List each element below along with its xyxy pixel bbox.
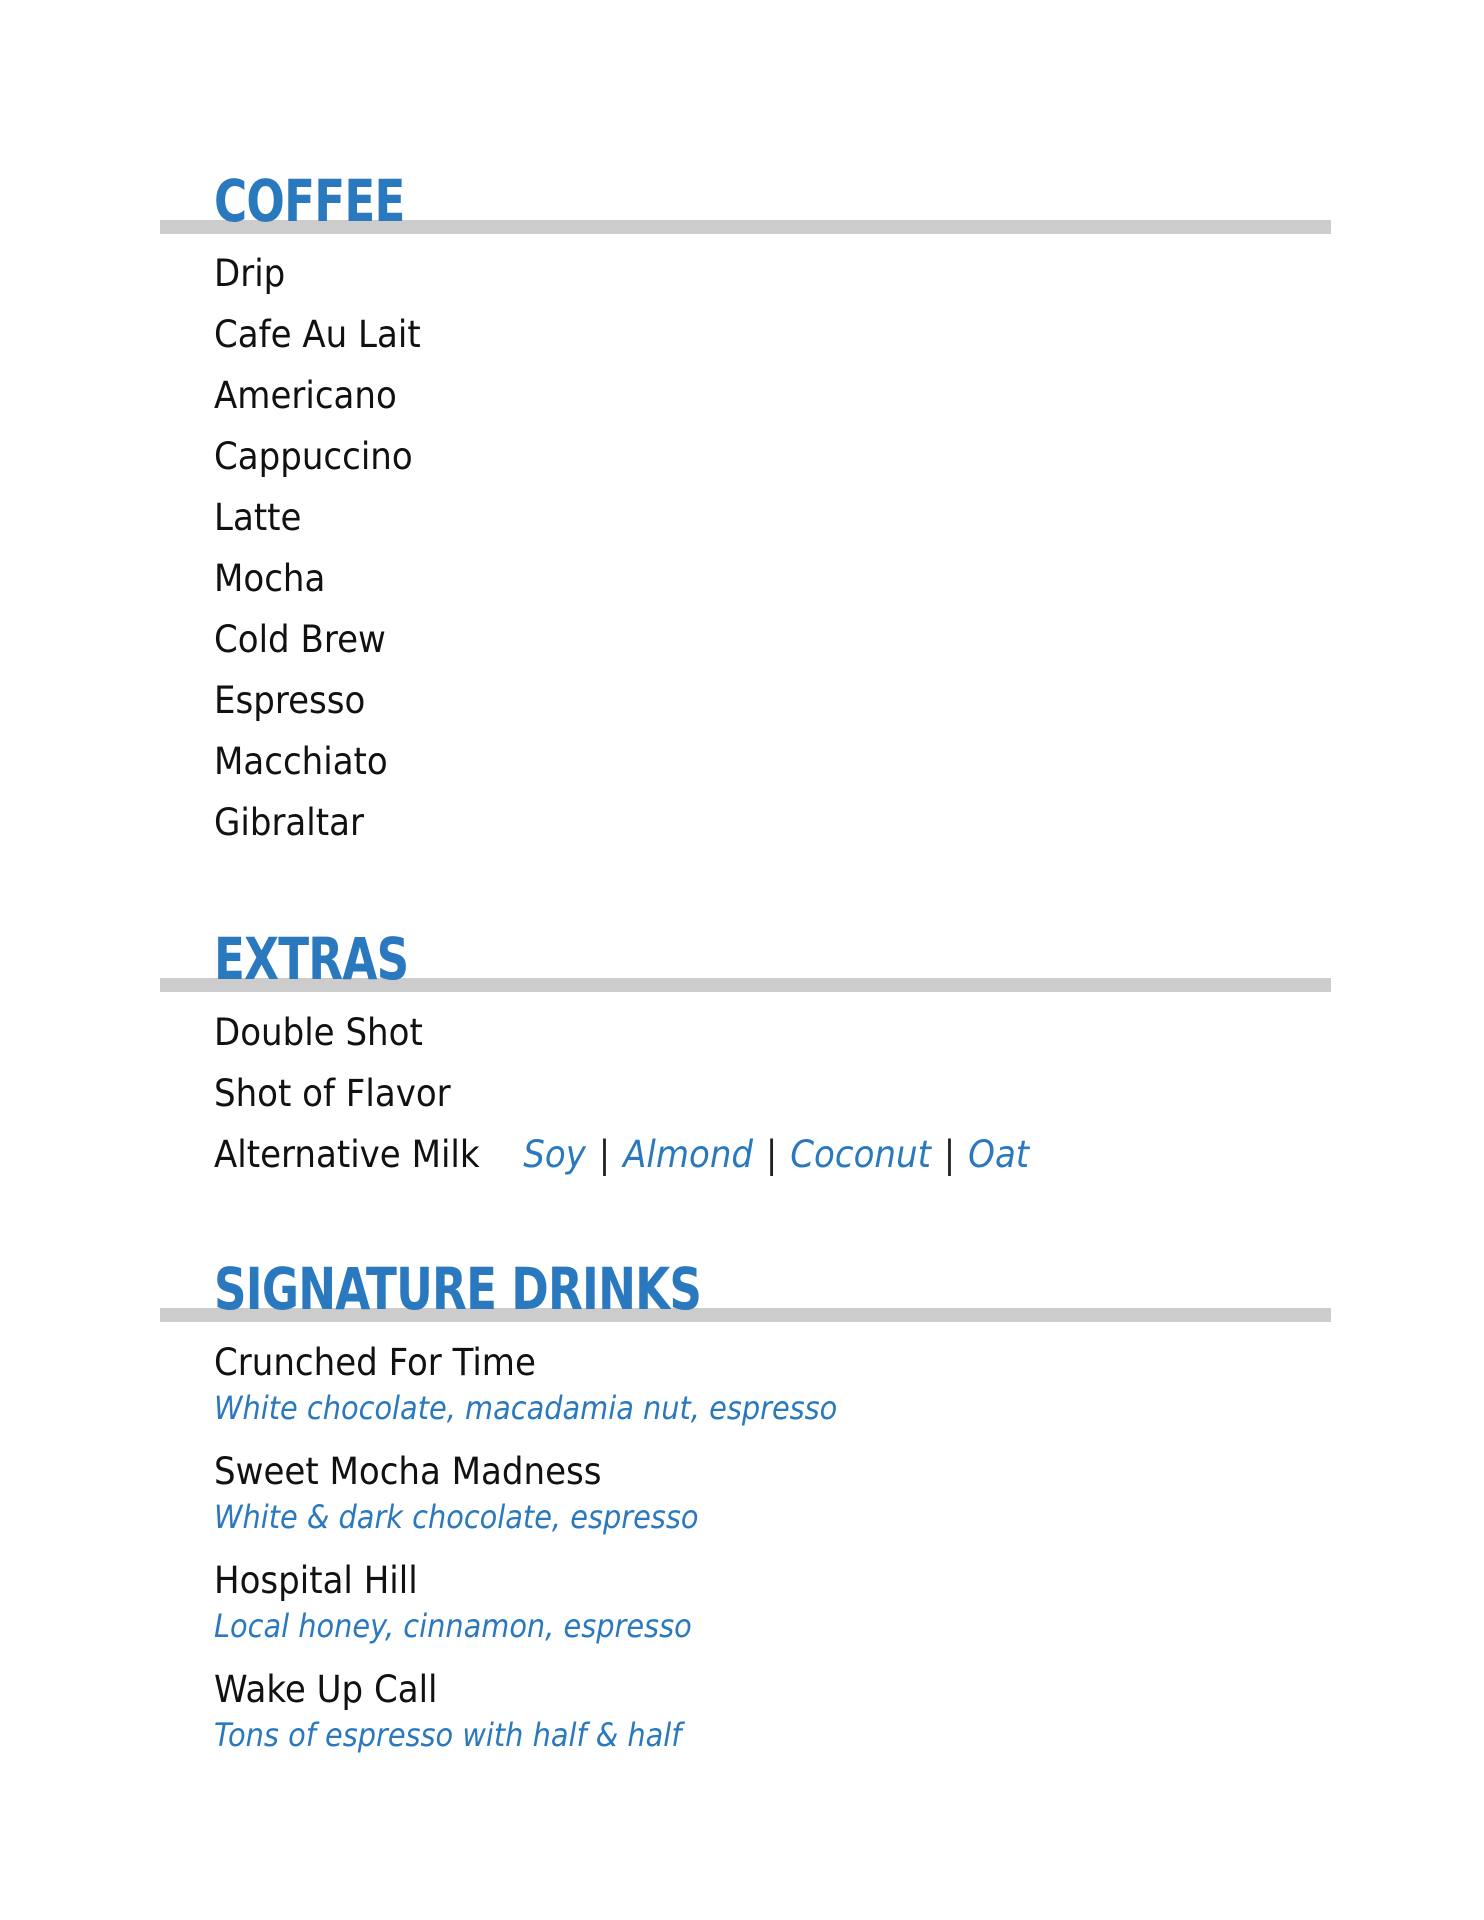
signature-section <box>0 1250 1484 1770</box>
menu-item-alternative-milk <box>214 1133 1030 1176</box>
menu-item-cafe-au-lait: Cafe Au Lait <box>214 313 421 356</box>
alternative-milk-label: Alternative Milk <box>214 1133 480 1176</box>
signature-drink-description: White & dark chocolate, espresso <box>214 1498 699 1536</box>
milk-option-coconut: Coconut <box>790 1133 931 1176</box>
menu-item-shot-of-flavor: Shot of Flavor <box>214 1072 451 1115</box>
signature-drink-description: Local honey, cinnamon, espresso <box>214 1607 692 1645</box>
extras-heading: EXTRAS <box>214 925 409 993</box>
milk-option-oat: Oat <box>968 1133 1030 1176</box>
signature-drink-name: Sweet Mocha Madness <box>214 1450 602 1493</box>
milk-option-almond: Almond <box>623 1133 754 1176</box>
signature-drink-description: White chocolate, macadamia nut, espresso <box>214 1389 838 1427</box>
signature-heading: SIGNATURE DRINKS <box>214 1255 702 1323</box>
menu-item-double-shot: Double Shot <box>214 1011 423 1054</box>
signature-drink-name: Hospital Hill <box>214 1559 418 1602</box>
menu-item-drip: Drip <box>214 252 286 295</box>
coffee-section <box>0 160 1484 860</box>
menu-item-cappuccino: Cappuccino <box>214 435 413 478</box>
menu-item-macchiato: Macchiato <box>214 740 388 783</box>
menu-item-espresso: Espresso <box>214 679 366 722</box>
menu-item-mocha: Mocha <box>214 557 326 600</box>
coffee-heading: COFFEE <box>214 167 405 235</box>
menu-item-gibraltar: Gibraltar <box>214 801 364 844</box>
menu-item-cold-brew: Cold Brew <box>214 618 386 661</box>
signature-drink-name: Crunched For Time <box>214 1341 536 1384</box>
menu-item-americano: Americano <box>214 374 397 417</box>
extras-section <box>0 920 1484 1200</box>
menu-item-latte: Latte <box>214 496 302 539</box>
milk-option-soy: Soy <box>523 1133 586 1176</box>
signature-drink-name: Wake Up Call <box>214 1668 438 1711</box>
milk-separator: | <box>765 1133 778 1176</box>
signature-drink-description: Tons of espresso with half & half <box>214 1716 682 1754</box>
milk-separator: | <box>598 1133 611 1176</box>
milk-separator: | <box>943 1133 956 1176</box>
